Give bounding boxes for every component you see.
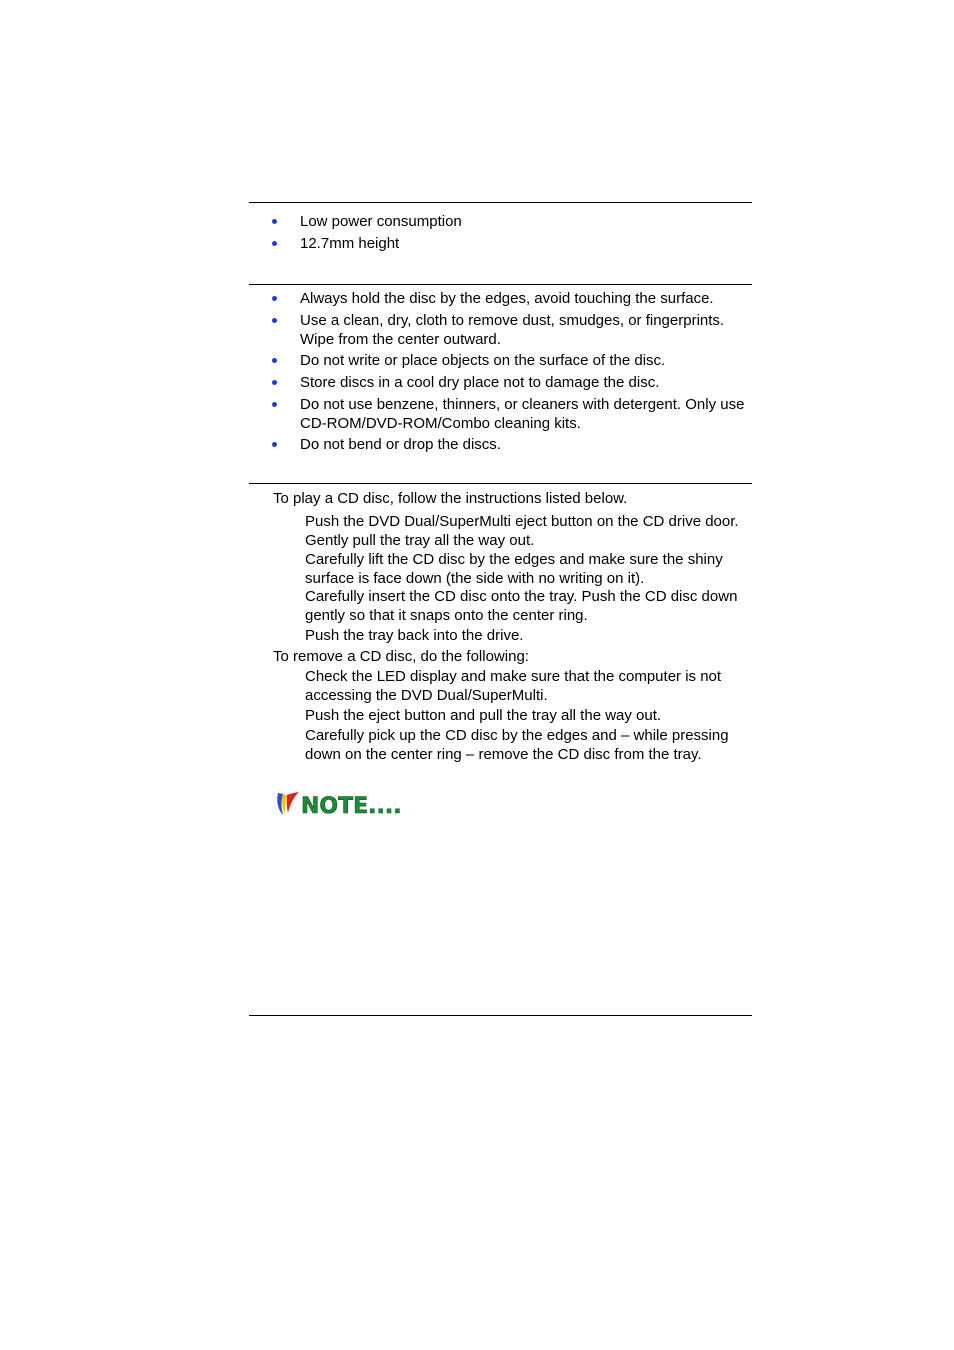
- remove-step: Check the LED display and make sure that the computer is not accessing the DVD Dual/SuperMulti.: [305, 668, 722, 704]
- bullet-icon: [272, 358, 277, 363]
- section-rule: [249, 284, 752, 285]
- remove-step: Carefully pick up the CD disc by the edges and – while pressing down on the center ring – remove the CD disc from the tray.: [305, 727, 729, 763]
- bullet-icon: [272, 219, 277, 224]
- header-rule: [249, 202, 752, 203]
- play-intro: To play a CD disc, follow the instructions listed below.: [273, 490, 628, 507]
- list-item: Use a clean, dry, cloth to remove dust, smudges, or fingerprints. Wipe from the center outward.: [272, 312, 762, 349]
- section-rule: [249, 483, 752, 484]
- list-item: Always hold the disc by the edges, avoid touching the surface.: [272, 290, 762, 309]
- list-item: 12.7mm height: [272, 235, 762, 254]
- list-item: Low power consumption: [272, 213, 762, 232]
- list-item: Store discs in a cool dry place not to damage the disc.: [272, 374, 762, 393]
- play-step: Push the DVD Dual/SuperMulti eject button on the CD drive door. Gently pull the tray all the way out.: [305, 513, 739, 549]
- disc-care-list: [272, 290, 762, 455]
- remove-intro: To remove a CD disc, do the following:: [273, 648, 529, 665]
- bullet-icon: [272, 318, 277, 323]
- bullet-icon: [272, 241, 277, 246]
- bullet-icon: [272, 442, 277, 447]
- bullet-icon: [272, 380, 277, 385]
- list-item: Do not write or place objects on the surface of the disc.: [272, 352, 762, 371]
- note-label: NOTE....: [301, 794, 402, 819]
- note-logo-icon: [275, 789, 410, 819]
- list-item: Do not use benzene, thinners, or cleaners with detergent. Only use CD-ROM/DVD-ROM/Combo cleaning kits.: [272, 396, 762, 433]
- remove-step: Push the eject button and pull the tray all the way out.: [305, 707, 662, 724]
- list-item: Do not bend or drop the discs.: [272, 436, 762, 455]
- play-step: Carefully insert the CD disc onto the tray. Push the CD disc down gently so that it snaps onto the center ring.: [305, 588, 738, 624]
- play-step: Carefully lift the CD disc by the edges and make sure the shiny surface is face down (the side with no writing on it).: [305, 551, 723, 587]
- bullet-icon: [272, 402, 277, 407]
- bullet-icon: [272, 296, 277, 301]
- features-list: [272, 213, 762, 254]
- play-step: Push the tray back into the drive.: [305, 627, 524, 644]
- footer-rule: [249, 1015, 752, 1016]
